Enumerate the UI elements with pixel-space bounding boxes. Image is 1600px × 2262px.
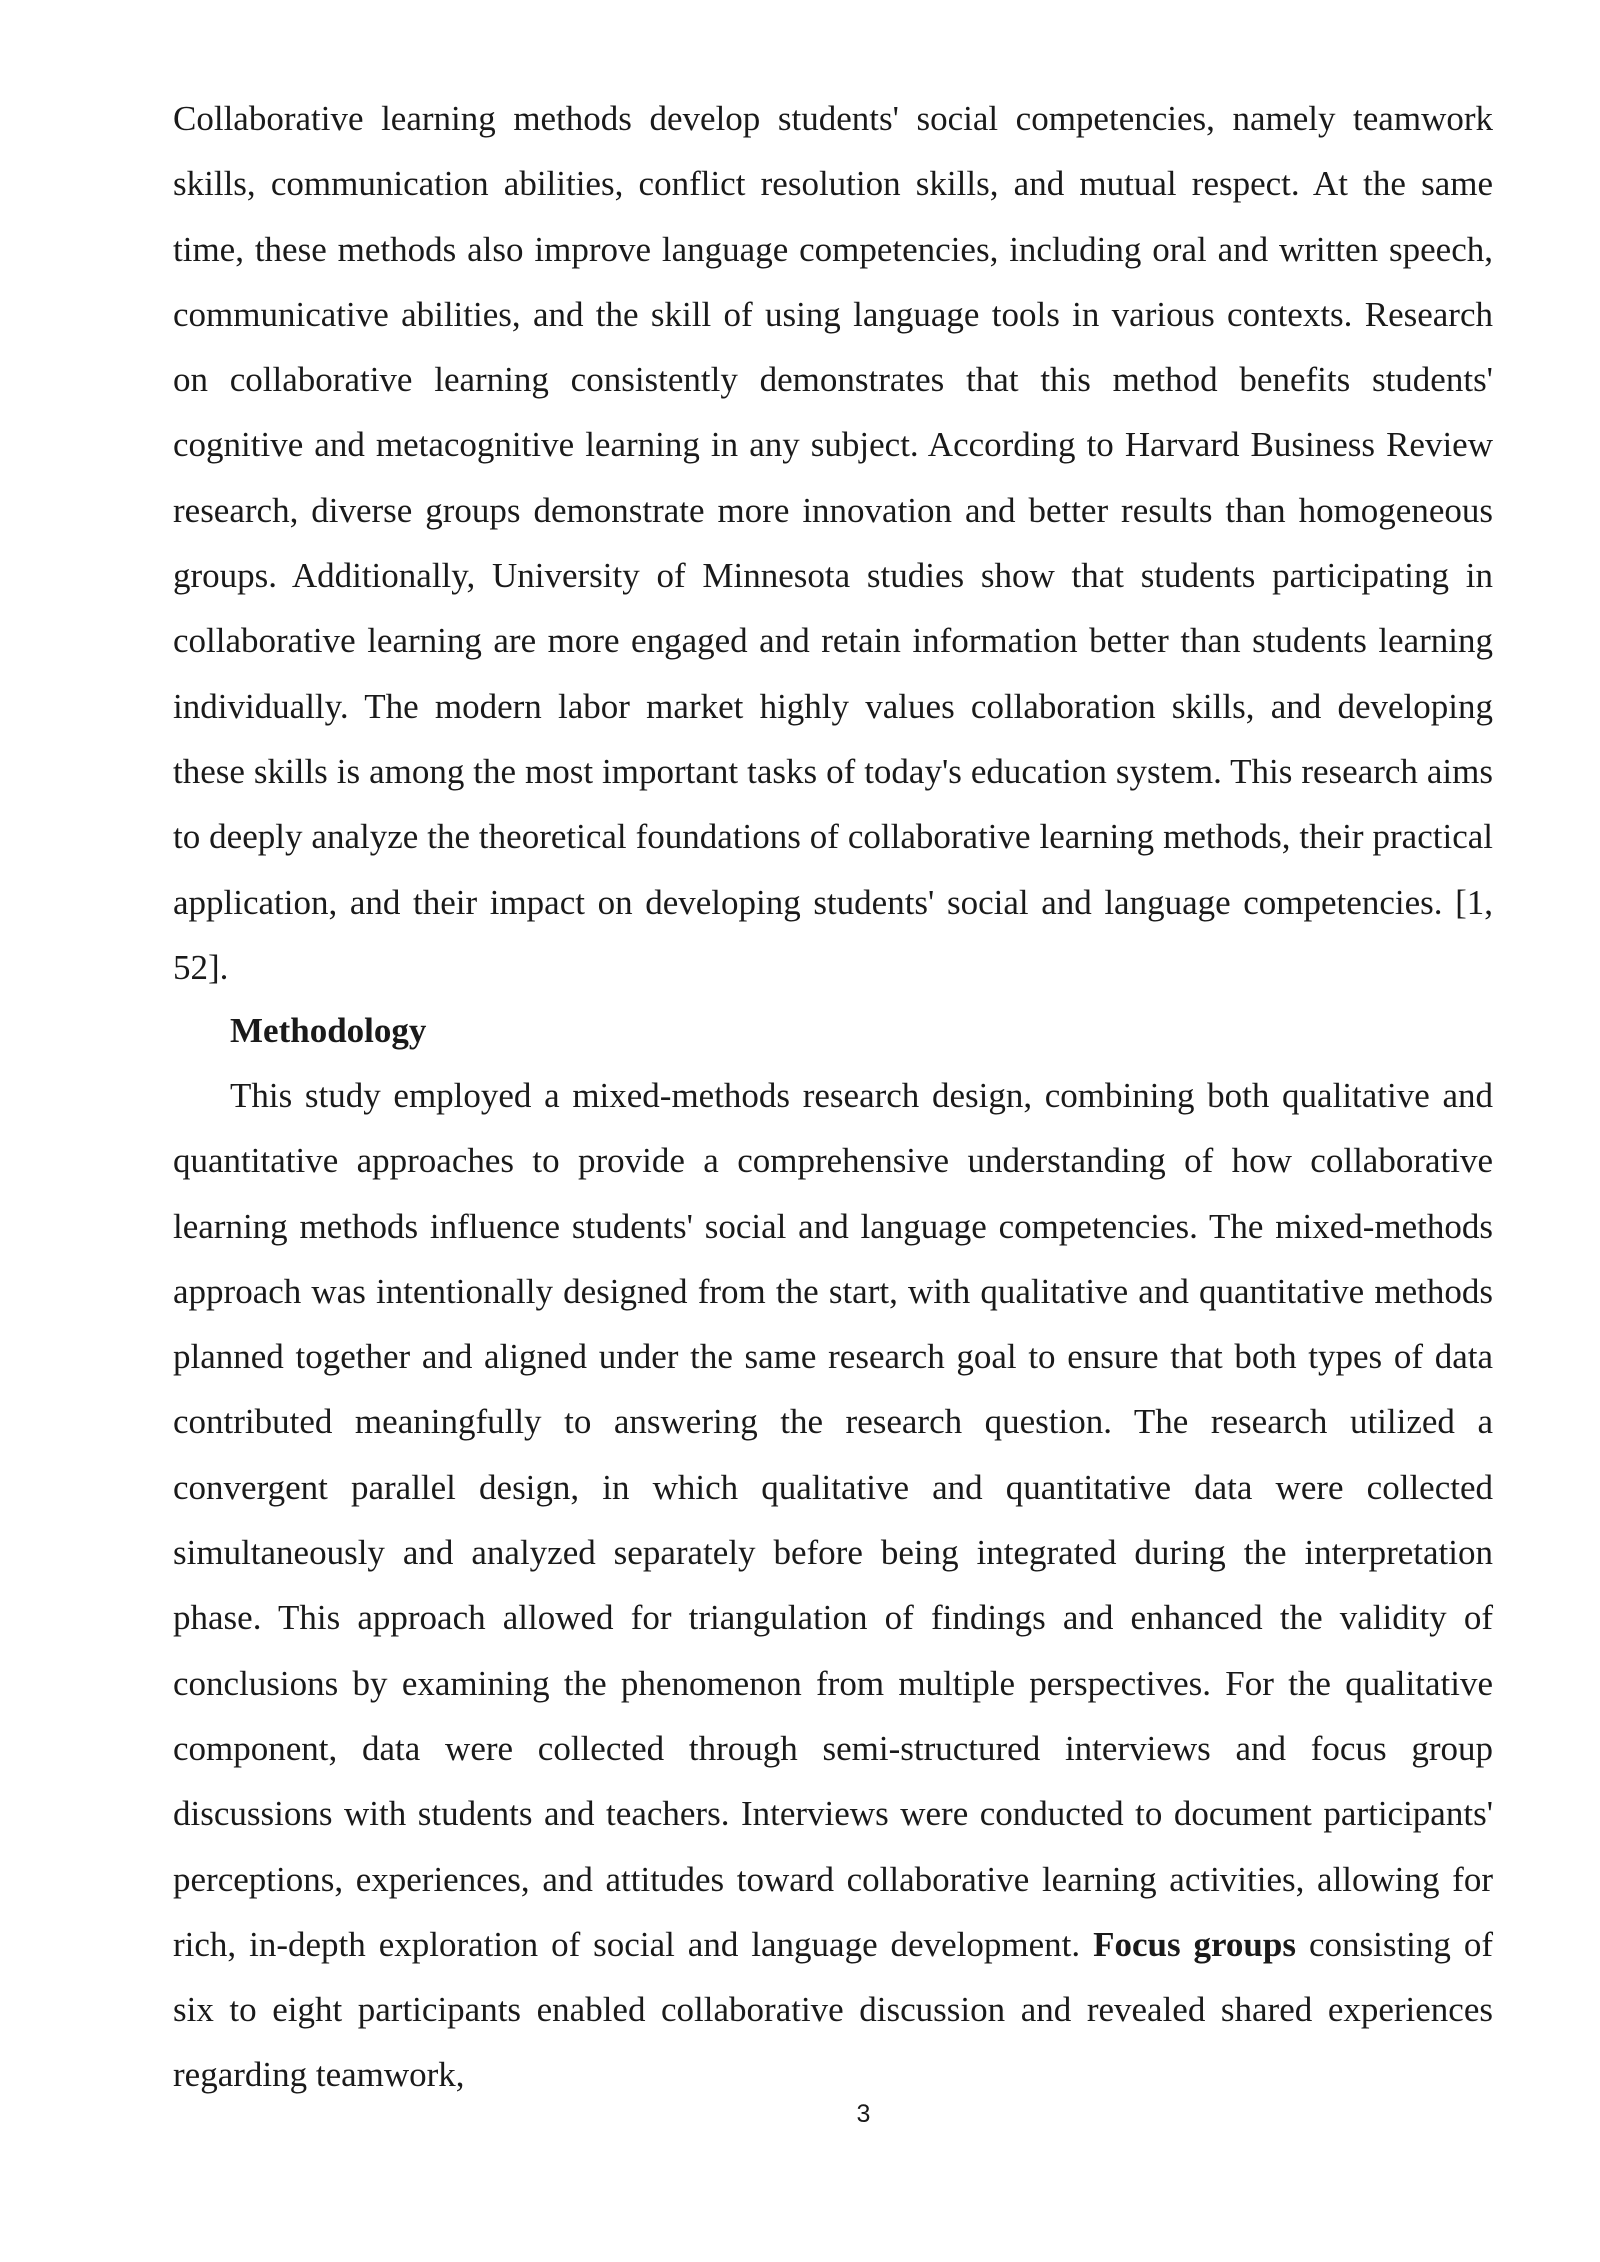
methodology-heading: Methodology	[230, 1011, 427, 1050]
methodology-section	[173, 1063, 1493, 2108]
page-number: 3	[856, 2100, 871, 2128]
intro-paragraph: Collaborative learning methods develop students' social competencies, namely teamwork skills, communication abilities, conflict resolution skills, and mutual respect. At the same time, these methods also improve language competencies, including oral and written speech, communicative abilities, and the skill of using language tools in various contexts. Research on collaborative learning consistently demonstrates that this method benefits students' cognitive and metacognitive learning in any subject. According to Harvard Business Review research, diverse groups demonstrate more innovation and better results than homogeneous groups. Additionally, University of Minnesota studies show that students participating in collaborative learning are more engaged and retain information better than students learning individually. The modern labor market highly values collaboration skills, and developing these skills is among the most important tasks of today's education system. This research aims to deeply analyze the theoretical foundations of collaborative learning methods, their practical application, and their impact on developing students' social and language competencies. [1, 52].	[173, 99, 1493, 987]
methodology-paragraph	[173, 1063, 1493, 2108]
focus-groups-bold-term: Focus groups	[1093, 1924, 1296, 1964]
methodology-text-start: This study employed a mixed-methods research design, combining both qualitative and quantitative approaches to provide a comprehensive understanding of how collaborative learning methods influence students' social and language competencies. The mixed-methods approach was intentionally designed from the start, with qualitative and quantitative methods planned together and aligned under the same research goal to ensure that both types of data contributed meaningfully to answering the research question. The research utilized a convergent parallel design, in which qualitative and quantitative data were collected simultaneously and analyzed separately before being integrated during the interpretation phase. This approach allowed for triangulation of findings and enhanced the validity of conclusions by examining the phenomenon from multiple perspectives. For the qualitative component, data were collected through semi-structured interviews and focus group discussions with students and teachers. Interviews were conducted to document participants' perceptions, experiences, and attitudes toward collaborative learning activities, allowing for rich, in-depth exploration of social and language development.	[173, 1076, 1493, 1964]
intro-section	[173, 86, 1493, 1000]
methodology-text-end: consisting of six to eight participants enabled collaborative discussion and revealed shared experiences regarding teamwork,	[173, 1924, 1494, 2095]
